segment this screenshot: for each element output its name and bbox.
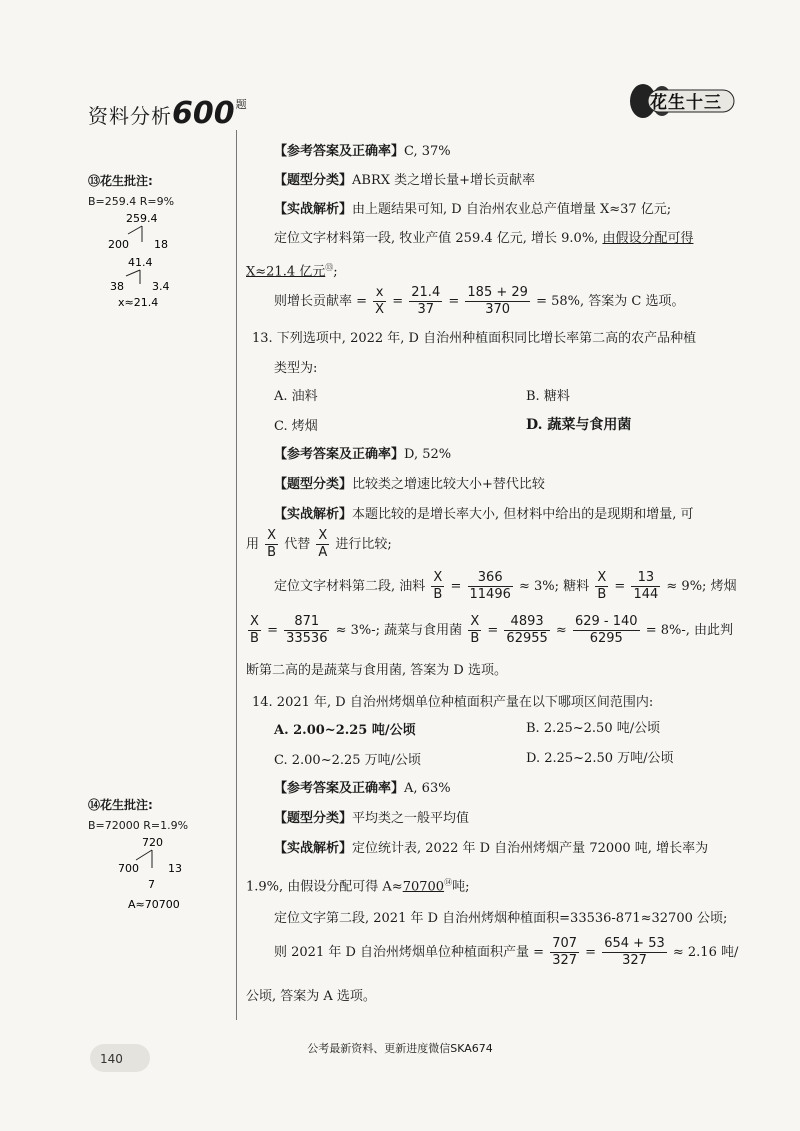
q14-option-d: D. 2.25~2.50 万吨/公顷 [526, 751, 674, 766]
column-divider [236, 130, 237, 1020]
q12-analysis-1 [274, 201, 671, 219]
annotation-14-title: ⑭花生批注: [88, 798, 153, 812]
book-title-number: 600 [172, 96, 235, 131]
q13-frac-tob-xb: $\frac{X}{B}$ [250, 614, 259, 646]
q12-fraction-3: $\frac{185 + 29}{370}$ [467, 285, 528, 317]
q12-analysis-text: 由上题结果可知, D 自治州农业总产值增量 X≈37 亿元; [352, 202, 672, 217]
q14-type-label: 【题型分类】 [274, 811, 353, 826]
a13-bl: 38 [110, 280, 124, 293]
q14-type-value: 平均类之一般平均值 [352, 811, 470, 826]
q12-analysis-2-underline: 由假设分配可得 [602, 231, 694, 246]
q13-analysis-text: 本题比较的是增长率大小, 但材料中给出的是现期和增量, 可 [352, 507, 694, 522]
a14-left: 700 [118, 862, 139, 875]
q14-answer-value: A, 63% [404, 781, 451, 796]
book-title-suffix: 题 [235, 98, 247, 111]
q13-answer [274, 446, 451, 464]
q12-type-value: ABRX 类之增长量+增长贡献率 [352, 173, 536, 188]
q13-frac-xb: $\frac{X}{B}$ [267, 528, 277, 560]
q14-result-underline: 70700 [402, 879, 445, 895]
q12-footnote-mark: ⑬ [325, 263, 334, 272]
a13-mid: 41.4 [128, 256, 153, 269]
annotation-14-diagram [88, 834, 218, 924]
q13-frac-tob: $\frac{871}{33536}$ [286, 614, 328, 646]
q13-option-b: B. 糖料 [526, 389, 570, 404]
q14-option-b: B. 2.25~2.50 吨/公顷 [526, 721, 661, 736]
book-title: 资料分析 [88, 104, 172, 128]
q13-option-c: C. 烤烟 [274, 419, 318, 434]
q14-frac-1: $\frac{707}{327}$ [552, 936, 578, 968]
brand-name: 花生十三 [650, 93, 722, 113]
q13-stem-1: 13. 下列选项中, 2022 年, D 自治州种植面积同比增长率第二高的农产品种植 [252, 331, 697, 346]
q14-type [274, 810, 469, 828]
q12-answer-value: C, 37% [404, 144, 451, 159]
q12-result-underline: X≈21.4 亿元 [246, 264, 326, 280]
q13-frac-veg: $\frac{4893}{62955}$ [506, 614, 548, 646]
q13-stem-2: 类型为: [274, 361, 318, 376]
q13-type-value: 比较类之增速比较大小+替代比较 [352, 477, 545, 492]
a13-top: 259.4 [126, 212, 158, 225]
q12-analysis-2 [274, 230, 693, 248]
q13-option-a: A. 油料 [274, 389, 318, 404]
q14-analysis-text: 定位统计表, 2022 年 D 自治州烤烟产量 72000 吨, 增长率为 [352, 841, 709, 856]
q12-calc-suffix: = 58%, 答案为 C 选项。 [536, 294, 685, 309]
q12-type [274, 172, 535, 190]
q13-analysis-2: 用 $\frac{X}{B}$ 代替 $\frac{X}{A}$ 进行比较; [246, 528, 392, 560]
q12-type-label: 【题型分类】 [274, 173, 353, 188]
q13-option-d: D. 蔬菜与食用菌 [526, 417, 632, 433]
annotation-13-diagram [88, 210, 218, 310]
q14-option-a: A. 2.00~2.25 吨/公顷 [274, 723, 416, 738]
q13-analysis-4: $\frac{X}{B}$ = $\frac{871}{33536}$ ≈ 3%-; 蔬菜与食用菌 $\frac{X}{B}$ = $\frac{4893}{62955}$ ≈ $\frac{629 - 140}{6295}$ = 8%-, 由此判 [250, 614, 734, 646]
q12-analysis-label: 【实战解析】 [274, 202, 353, 217]
q14-analysis-1 [274, 840, 708, 858]
footer-note: 公考最新资料、更新进度微信SKA674 [307, 1042, 493, 1055]
q12-analysis-2-text: 定位文字材料第一段, 牧业产值 259.4 亿元, 增长 9.0%, [274, 231, 603, 246]
a14-result: A≈70700 [128, 898, 180, 911]
q14-stem: 14. 2021 年, D 自治州烤烟单位种植面积产量在以下哪项区间范围内: [252, 695, 654, 710]
annotation-13 [88, 172, 218, 309]
q13-analysis-1 [274, 506, 694, 524]
q14-analysis-2: 1.9%, 由假设分配可得 A≈70700⑭吨; [246, 878, 470, 895]
q13-analysis-label: 【实战解析】 [274, 507, 353, 522]
q14-footnote-mark: ⑭ [444, 878, 453, 887]
q14-analysis-label: 【实战解析】 [274, 841, 353, 856]
q12-analysis-3-end: ; [333, 264, 338, 280]
q14-analysis-4: 则 2021 年 D 自治州烤烟单位种植面积产量 = $\frac{707}{327}$ = $\frac{654 + 53}{327}$ ≈ 2.16 吨/ [274, 936, 739, 968]
q13-analysis-3: 定位文字材料第二段, 油料 $\frac{X}{B}$ = $\frac{366}{11496}$ ≈ 3%; 糖料 $\frac{X}{B}$ = $\frac{13}{144}$ ≈ 9%; 烤烟 [274, 570, 737, 602]
q13-analysis-5: 断第二高的是蔬菜与食用菌, 答案为 D 选项。 [246, 663, 507, 678]
q13-frac-sugar: $\frac{13}{144}$ [633, 570, 659, 602]
q13-frac-oil-xb: $\frac{X}{B}$ [433, 570, 443, 602]
q12-calculation: 则增长贡献率 = $\frac{x}{X}$ = $\frac{21.4}{37}$ = $\frac{185 + 29}{370}$ = 58%, 答案为 C 选项。 [274, 285, 685, 317]
q14-analysis-5: 公顷, 答案为 A 选项。 [246, 989, 376, 1004]
a13-right: 18 [154, 238, 168, 251]
q14-answer [274, 780, 451, 798]
q14-analysis-3: 定位文字第二段, 2021 年 D 自治州烤烟种植面积=33536-871≈32700 公顷; [274, 911, 728, 926]
q14-option-c: C. 2.00~2.25 万吨/公顷 [274, 753, 422, 768]
a14-top: 720 [142, 836, 163, 849]
a13-left: 200 [108, 238, 129, 251]
a14-right: 13 [168, 862, 182, 875]
annotation-14-base: B=72000 R=1.9% [88, 819, 189, 832]
a13-br: 3.4 [152, 280, 170, 293]
annotation-13-title: ⑬花生批注: [88, 174, 153, 188]
q12-calc-prefix: 则增长贡献率 = [274, 294, 368, 309]
q13-frac-sugar-xb: $\frac{X}{B}$ [597, 570, 607, 602]
q13-answer-label: 【参考答案及正确率】 [274, 447, 405, 462]
annotation-13-base: B=259.4 R=9% [88, 195, 175, 208]
q12-fraction-2: $\frac{21.4}{37}$ [411, 285, 441, 317]
q12-fraction-1: $\frac{x}{X}$ [375, 285, 385, 317]
q13-frac-veg-approx: $\frac{629 - 140}{6295}$ [574, 614, 638, 646]
q12-answer-label: 【参考答案及正确率】 [274, 144, 405, 159]
q12-analysis-3 [246, 259, 338, 281]
brand-logo [628, 82, 738, 120]
page-number: 140 [100, 1052, 123, 1066]
q13-type [274, 476, 545, 494]
q13-type-label: 【题型分类】 [274, 477, 353, 492]
q13-frac-xa: $\frac{X}{A}$ [318, 528, 328, 560]
q12-answer [274, 143, 451, 161]
q13-frac-veg-xb: $\frac{X}{B}$ [470, 614, 480, 646]
q13-frac-oil: $\frac{366}{11496}$ [469, 570, 511, 602]
book-header [88, 96, 247, 131]
a14-mid: 7 [148, 878, 155, 891]
annotation-14 [88, 796, 228, 911]
a13-result: x≈21.4 [118, 296, 159, 309]
q13-answer-value: D, 52% [404, 447, 452, 462]
q14-frac-2: $\frac{654 + 53}{327}$ [604, 936, 665, 968]
q14-answer-label: 【参考答案及正确率】 [274, 781, 405, 796]
